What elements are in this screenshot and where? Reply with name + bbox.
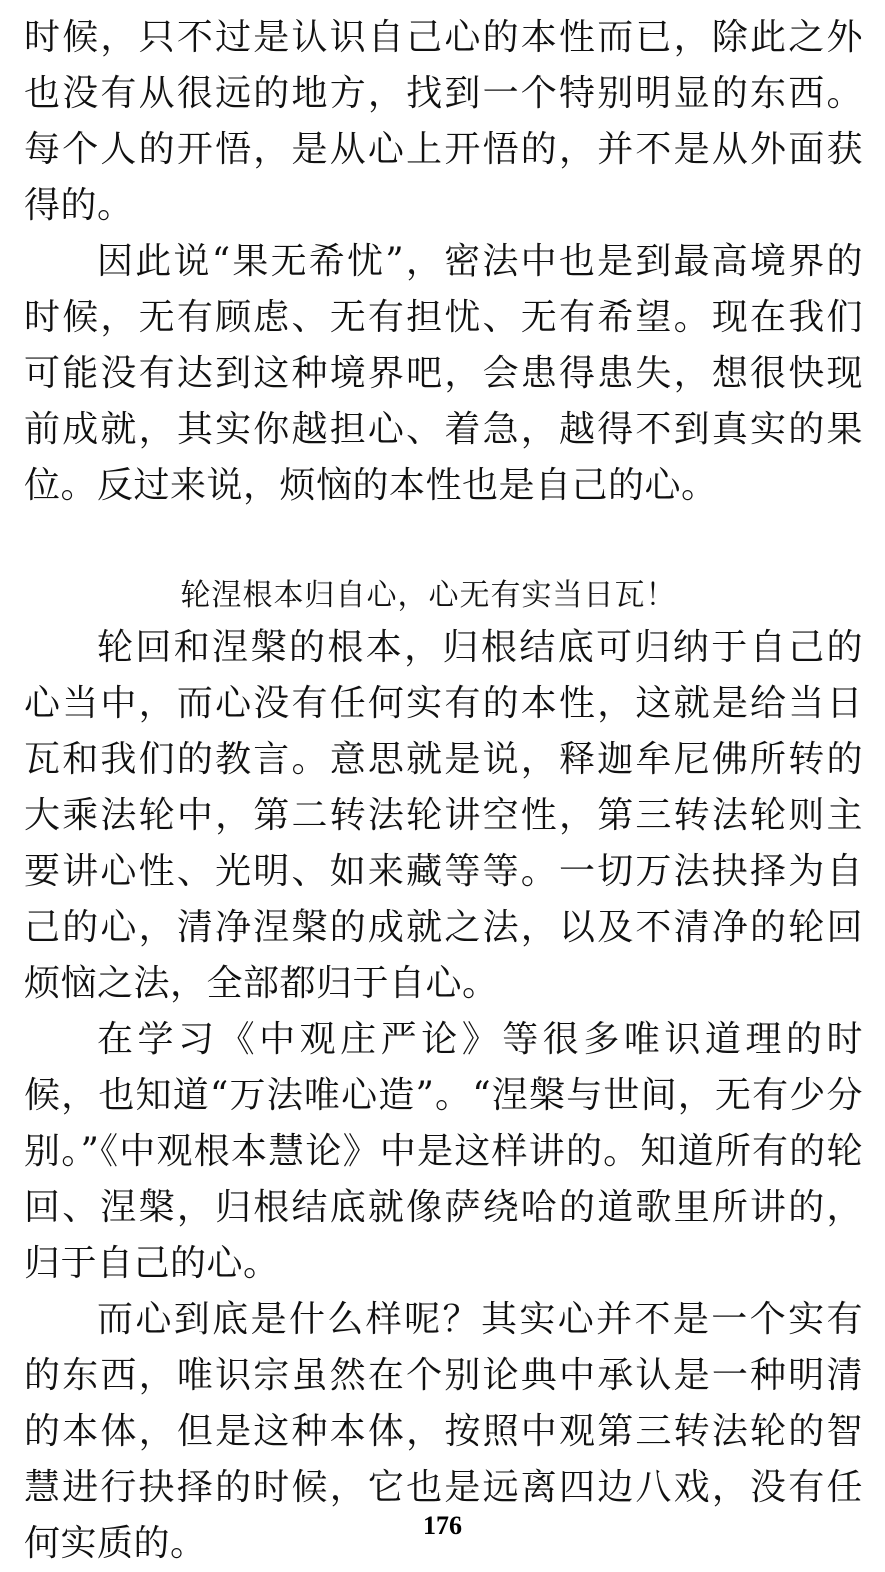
paragraph: 而心到底是什么样呢？其实心并不是一个实有的东西，唯识宗虽然在个别论典中承认是一种明清的本体，但是这种本体，按照中观第三转法轮的智慧进行抉择的时候，它也是远离四边八戏，没有任何实质的。	[24, 1299, 863, 1564]
paragraph: 因此说“果无希忧”，密法中也是到最高境界的时候，无有顾虑、无有担忧、无有希望。现在我们可能没有达到这种境界吧，会患得患失，想很快现前成就，其实你越担心、着急，越得不到真实的果位。反过来说，烦恼的本性也是自己的心。	[24, 241, 863, 506]
section-heading: 轮涅根本归自心，心无有实当日瓦！	[180, 578, 677, 613]
paragraph-continued: 时候，只不过是认识自己心的本性而已，除此之外也没有从很远的地方，找到一个特别明显的东西。每个人的开悟，是从心上开悟的，并不是从外面获得的。	[24, 17, 863, 226]
paragraph: 在学习《中观庄严论》等很多唯识道理的时候，也知道“万法唯心造”。“涅槃与世间，无有少分别。”《中观根本慧论》中是这样讲的。知道所有的轮回、涅槃，归根结底就像萨绕哈的道歌里所讲的，归于自己的心。	[24, 1019, 863, 1284]
paragraph: 轮回和涅槃的根本，归根结底可归纳于自己的心当中，而心没有任何实有的本性，这就是给当日瓦和我们的教言。意思就是说，释迦牟尼佛所转的大乘法轮中，第二转法轮讲空性，第三转法轮则主要讲心性、光明、如来藏等等。一切万法抉择为自己的心，清净涅槃的成就之法，以及不清净的轮回烦恼之法，全部都归于自心。	[24, 627, 863, 1004]
page-number: 176	[423, 1511, 462, 1540]
